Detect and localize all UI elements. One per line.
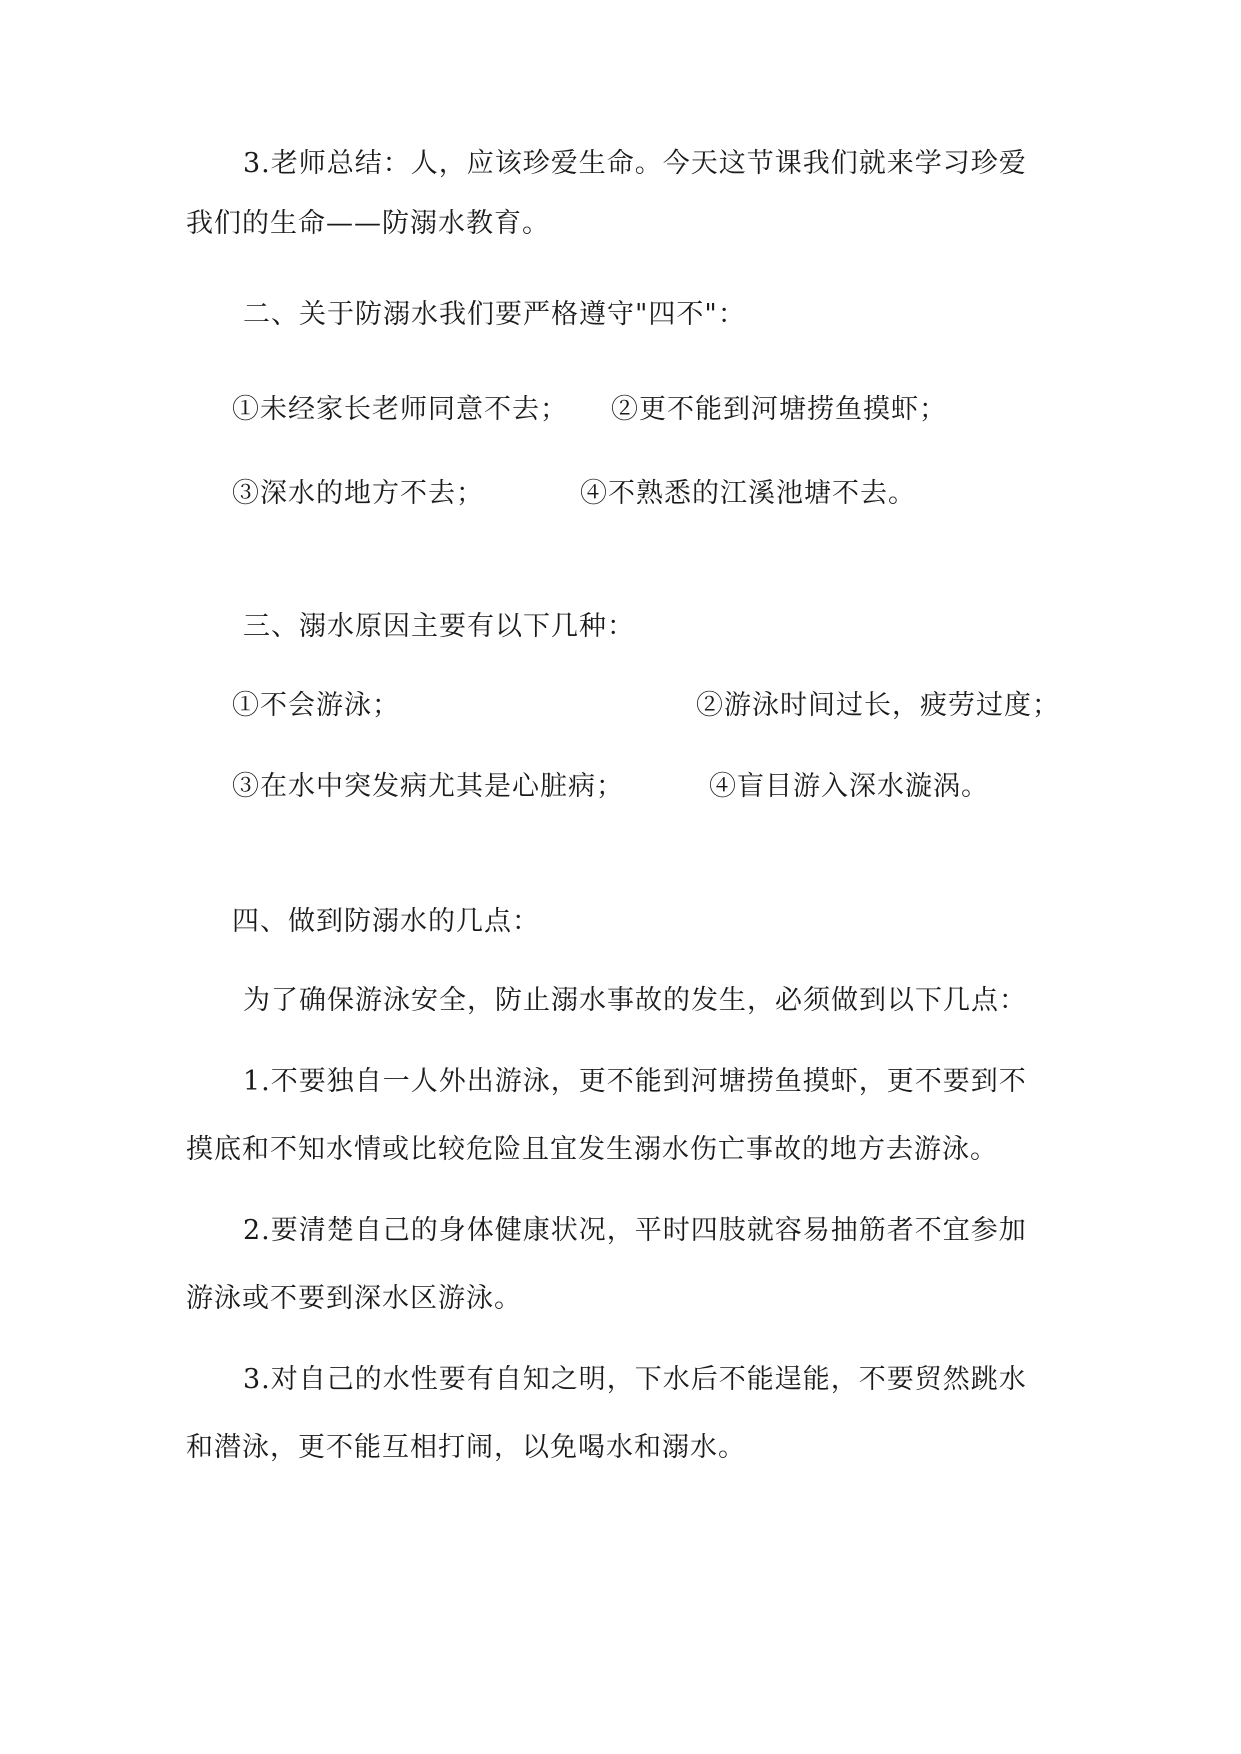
paragraph-line: 2.要清楚自己的身体健康状况，平时四肢就容易抽筋者不宜参加	[243, 1215, 1027, 1246]
list-item: ③深水的地方不去；	[232, 478, 484, 509]
list-item: ①不会游泳；	[232, 690, 400, 721]
paragraph-line: 游泳或不要到深水区游泳。	[186, 1283, 522, 1314]
list-item: ②游泳时间过长，疲劳过度；	[696, 690, 1060, 721]
paragraph-line: 和潜泳，更不能互相打闹，以免喝水和溺水。	[186, 1432, 746, 1463]
section-heading: 三、溺水原因主要有以下几种：	[243, 611, 635, 642]
paragraph-line: 1.不要独自一人外出游泳，更不能到河塘捞鱼摸虾，更不要到不	[243, 1066, 1027, 1097]
list-item: ④盲目游入深水漩涡。	[709, 771, 989, 802]
list-item: ④不熟悉的江溪池塘不去。	[580, 478, 916, 509]
paragraph-line: 为了确保游泳安全，防止溺水事故的发生，必须做到以下几点：	[243, 985, 1027, 1016]
list-item: ③在水中突发病尤其是心脏病；	[232, 771, 624, 802]
paragraph-line: 3.对自己的水性要有自知之明，下水后不能逞能，不要贸然跳水	[243, 1364, 1027, 1395]
list-item: ①未经家长老师同意不去；	[232, 394, 568, 425]
section-heading: 四、做到防溺水的几点：	[232, 906, 540, 937]
list-item: ②更不能到河塘捞鱼摸虾；	[611, 394, 947, 425]
paragraph-line: 我们的生命——防溺水教育。	[186, 208, 550, 239]
paragraph-line: 摸底和不知水情或比较危险且宜发生溺水伤亡事故的地方去游泳。	[186, 1134, 998, 1165]
paragraph-line: 3.老师总结：人，应该珍爱生命。今天这节课我们就来学习珍爱	[243, 148, 1027, 179]
section-heading: 二、关于防溺水我们要严格遵守"四不"：	[243, 299, 746, 330]
